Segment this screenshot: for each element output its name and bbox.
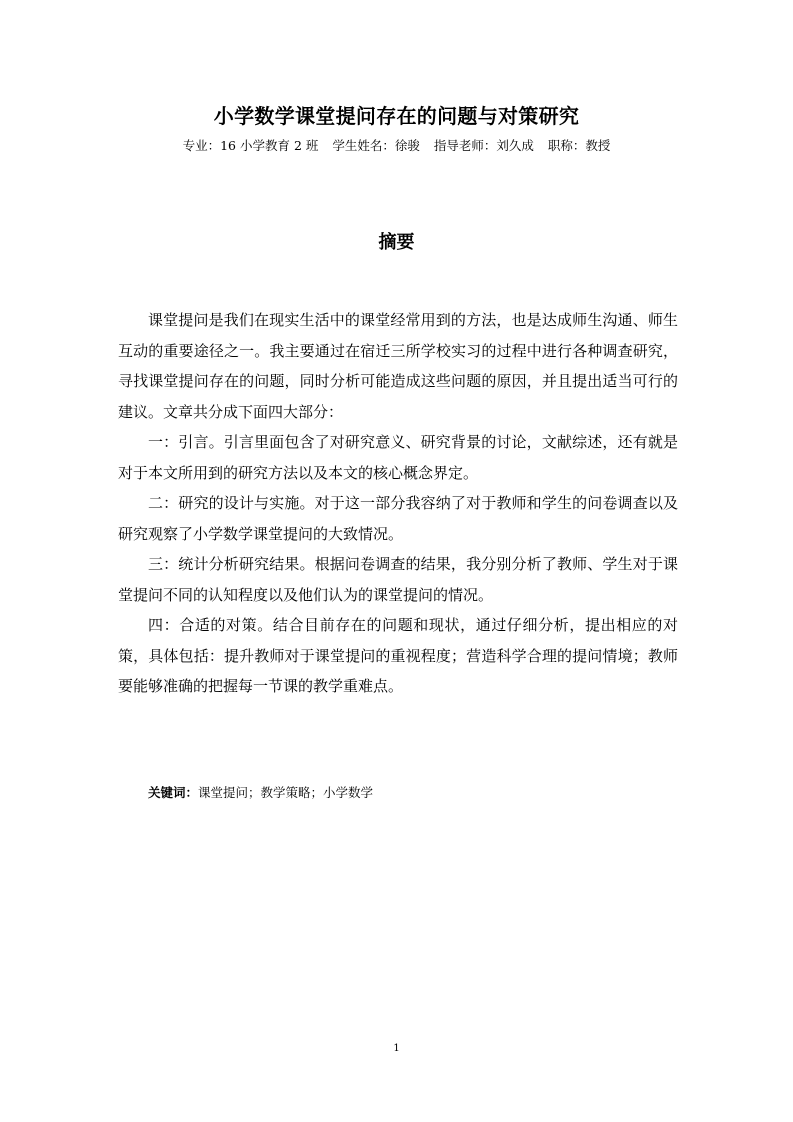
- abstract-paragraph-intro: 课堂提问是我们在现实生活中的课堂经常用到的方法，也是达成师生沟通、师生互动的重要途径之一。我主要通过在宿迁三所学校实习的过程中进行各种调查研究，寻找课堂提问存在的问题，同时分析可能造成这些问题的原因，并且提出适当可行的建议。文章共分成下面四大部分：: [118, 311, 678, 421]
- keywords-label: 关键词：: [148, 785, 199, 800]
- abstract-paragraph-part-4: 四：合适的对策。结合目前存在的问题和现状，通过仔细分析，提出相应的对策，具体包括：提升教师对于课堂提问的重视程度；营造科学合理的提问情境；教师要能够准确的把握每一节课的教学重难点。: [118, 616, 678, 695]
- advisor-info: 指导老师：刘久成: [433, 138, 534, 153]
- academic-rank-info: 职称：教授: [547, 138, 611, 153]
- document-title: 小学数学课堂提问存在的问题与对策研究: [213, 104, 580, 128]
- page-number: 1: [393, 1043, 400, 1054]
- abstract-paragraph-part-2: 二：研究的设计与实施。对于这一部分我容纳了对于教师和学生的问卷调查以及研究观察了小学数学课堂提问的大致情况。: [118, 494, 678, 543]
- abstract-body: [118, 305, 678, 702]
- student-name-info: 学生姓名：徐骏: [332, 138, 420, 153]
- keywords-line: [148, 784, 373, 802]
- major-info: 专业：16 小学教育 2 班: [182, 138, 319, 153]
- abstract-paragraph-part-3: 三：统计分析研究结果。根据问卷调查的结果，我分别分析了教师、学生对于课堂提问不同的认知程度以及他们认为的课堂提问的情况。: [118, 555, 678, 604]
- keywords-list: 课堂提问；教学策略；小学数学: [198, 785, 374, 800]
- abstract-heading: 摘要: [378, 232, 415, 253]
- author-info-line: [0, 137, 793, 155]
- abstract-paragraph-part-1: 一：引言。引言里面包含了对研究意义、研究背景的讨论，文献综述，还有就是对于本文所用到的研究方法以及本文的核心概念界定。: [118, 433, 678, 482]
